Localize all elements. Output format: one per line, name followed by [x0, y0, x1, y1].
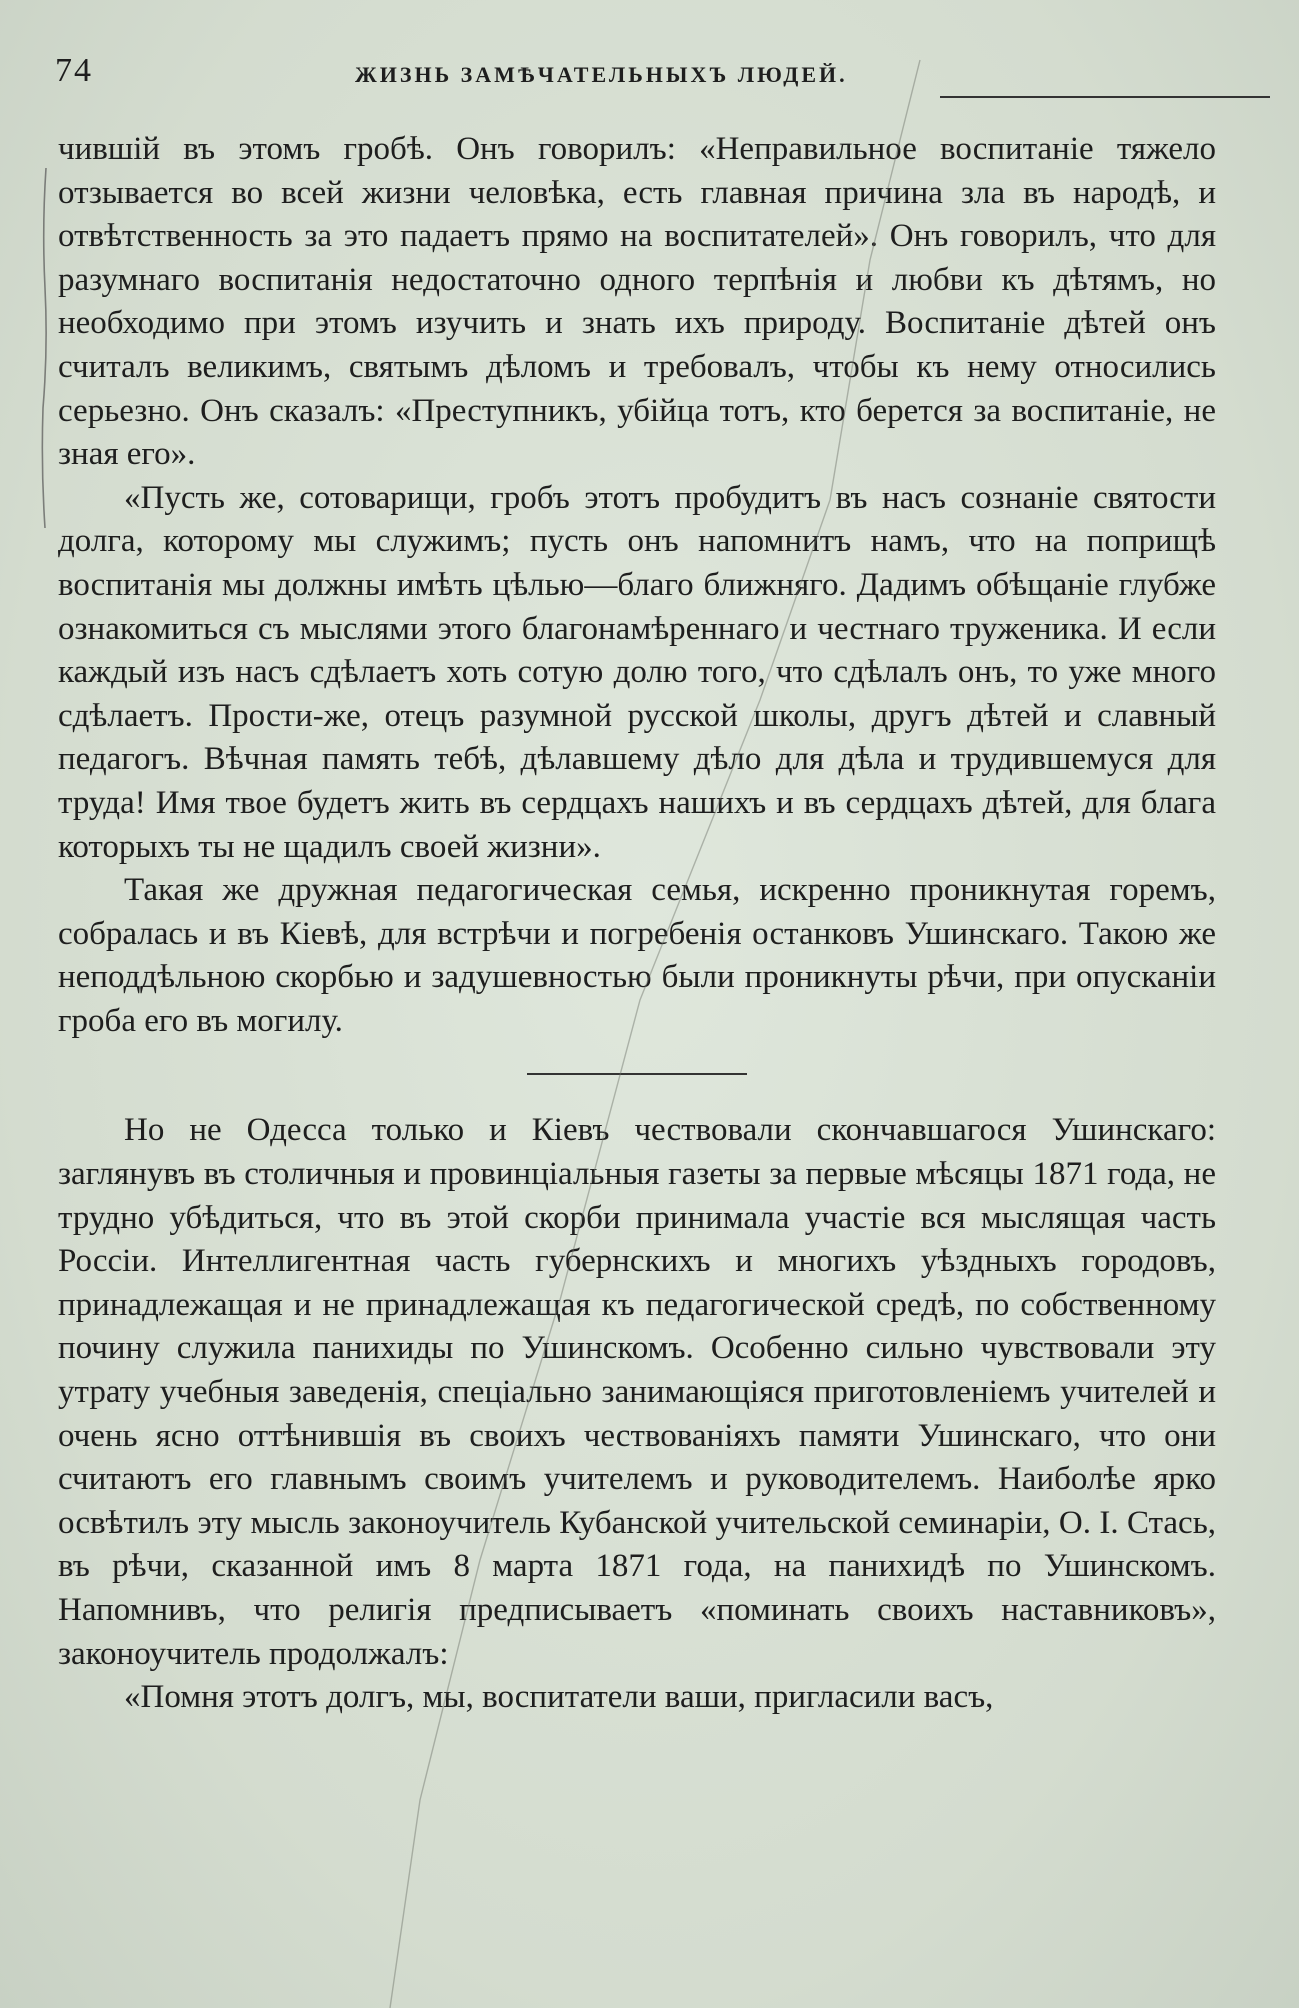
pencil-margin-mark [40, 168, 48, 528]
paragraph-4: Но не Одесса только и Кіевъ чествовали скончавшагося Ушинскаго: заглянувъ въ столичныя и провинціальныя газеты за первые мѣсяцы 1871 года, не трудно убѣдиться, что въ этой скорби принимала участіе вся мыслящая часть Россіи. Интеллигентная часть губернскихъ и многихъ уѣздныхъ городовъ, принадлежащая и не принадлежащая къ педагогической средѣ, по собственному почину служила панихиды по Ушинскомъ. Особенно сильно чувствовали эту утрату учебныя заведенія, спеціально занимающіяся приготовленіемъ учителей и очень ясно оттѣнившія въ своихъ чествованіяхъ памяти Ушинскаго, что они считаютъ его главнымъ своимъ учителемъ и руководителемъ. Наиболѣе ярко освѣтилъ эту мысль законоучитель Кубанской учительской семинаріи, О. І. Стась, въ рѣчи, сказанной имъ 8 марта 1871 года, на панихидѣ по Ушинскомъ. Напомнивъ, что религія предписываетъ «поминать своихъ наставниковъ», законоучитель продолжалъ: [58, 1112, 1216, 1672]
running-head: ЖИЗНЬ ЗАМѢЧАТЕЛЬНЫХЪ ЛЮДЕЙ. [355, 62, 848, 87]
page-number: 74 [55, 52, 93, 89]
section-separator [527, 1073, 747, 1075]
header-rule [940, 96, 1270, 98]
paragraph-2: «Пусть же, сотоварищи, гробъ этотъ пробудитъ въ насъ сознаніе святости долга, которому мы служимъ; пусть онъ напомнитъ намъ, что на поприщѣ воспитанія мы должны имѣть цѣлью—благо ближняго. Дадимъ обѣщаніе глубже ознакомиться съ мыслями этого благонамѣреннаго и честнаго труженика. И если каждый изъ насъ сдѣлаетъ хоть сотую долю того, что сдѣлалъ онъ, то уже много сдѣлаетъ. Прости-же, отецъ разумной русской школы, другъ дѣтей и славный педагогъ. Вѣчная память тебѣ, дѣлавшему дѣло для дѣла и трудившемуся для труда! Имя твое будетъ жить въ сердцахъ нашихъ и въ сердцахъ дѣтей, для блага которыхъ ты не щадилъ своей жизни». [58, 479, 1216, 865]
page-header [55, 52, 1215, 100]
page-body [58, 128, 1216, 1720]
paragraph-5: «Помня этотъ долгъ, мы, воспитатели ваши, пригласили васъ, [124, 1679, 994, 1716]
paragraph-3: Такая же дружная педагогическая семья, искренно проникнутая горемъ, собралась и въ Кіевѣ, для встрѣчи и погребенія останковъ Ушинскаго. Такою же неподдѣльною скорбью и задушевностью были проникнуты рѣчи, при опусканіи гроба его въ могилу. [58, 872, 1216, 1039]
paragraph-1: чившій въ этомъ гробѣ. Онъ говорилъ: «Неправильное воспитаніе тяжело отзывается во всей жизни человѣка, есть главная причина зла въ народѣ, и отвѣтственность за это падаетъ прямо на воспитателей». Онъ говорилъ, что для разумнаго воспитанія недостаточно одного терпѣнія и любви къ дѣтямъ, но необходимо при этомъ изучить и знать ихъ природу. Воспитаніе дѣтей онъ считалъ великимъ, святымъ дѣломъ и требовалъ, чтобы къ нему относились серьезно. Онъ сказалъ: «Преступникъ, убійца тотъ, кто берется за воспитаніе, не зная его». [58, 131, 1216, 473]
